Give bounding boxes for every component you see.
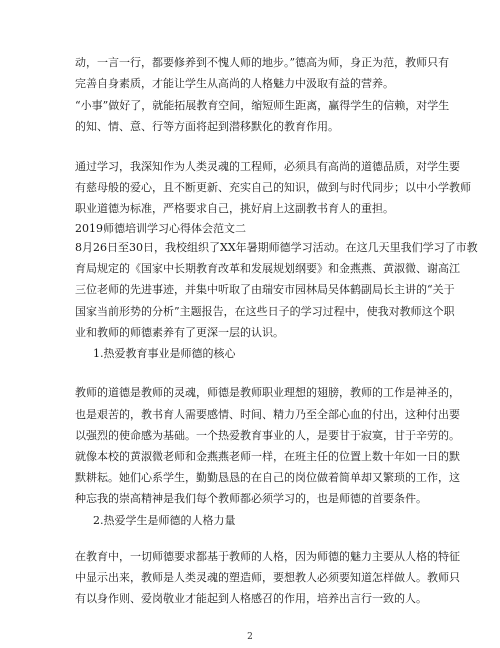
text-line: 的知、情、意、行等方面将起到潜移默化的教育作用。 [75,120,339,133]
text-line: 中显示出来，教师是人类灵魂的塑造师，要想教人必须要知道怎样做人。教师只 [75,571,460,584]
page-number: 2 [247,632,253,642]
text-line: 国家当前形势的分析”主题报告，在这些日子的学习过程中，使我对教师这个职 [75,305,455,318]
text-line: 通过学习，我深知作为人类灵魂的工程师，必须具有高尚的道德品质，对学生要 [75,160,460,173]
text-line: 就像本校的黄淑微老师和金燕燕老师一样，在班主任的位置上数十年如一日的默 [75,450,460,463]
text-line: 完善自身素质，才能让学生从高尚的人格魅力中汲取有益的营养。 [75,77,394,90]
text-line: “小事”做好了，就能拓展教育空间，缩短师生距离，赢得学生的信赖，对学生 [75,99,450,112]
subsection-heading: 2.热爱学生是师德的人格力量 [93,514,236,527]
text-line: 种忘我的崇高精神是我们每个教师都必须学习的，也是师德的首要条件。 [75,492,427,505]
text-line: 教师的道德是教师的灵魂，师德是教师职业理想的翅膀，教师的工作是神圣的， [75,386,460,399]
text-line: 育局规定的《国家中长期教育改革和发展规划纲要》和金燕燕、黄淑微、谢高江 [75,262,460,275]
text-line: 三位老师的先进事迹，并集中听取了由瑞安市园林局吴体鹤副局长主讲的“关于 [75,283,455,296]
text-line: 职业道德为标准，严格要求自己，挑好肩上这副教书育人的重担。 [75,202,394,215]
text-line: 有以身作则、爱岗敬业才能起到人格感召的作用，培养出言行一致的人。 [75,592,427,605]
section-heading: 2019师德培训学习心得体会范文二 [75,222,246,235]
subsection-heading: 1.热爱教育事业是师德的核心 [93,347,236,360]
text-line: 也是艰苦的，教书育人需要感情、时间、精力乃至全部心血的付出，这种付出要 [75,408,460,421]
text-line: 8月26日至30日，我校组织了XX年暑期师德学习活动。在这几天里我们学习了市教 [75,241,478,254]
text-line: 业和教师的师德素养有了更深一层的认识。 [75,326,284,339]
text-line: 默耕耘。她们心系学生，勤勤恳恳的在自己的岗位做着简单却又繁琐的工作，这 [75,471,460,484]
text-line: 动，一言一行，都要修养到不愧人师的地步。”德高为师，身正为范，教师只有 [75,56,450,69]
text-line: 在教育中，一切师德要求都基于教师的人格，因为师德的魅力主要从人格的特征 [75,550,460,563]
text-line: 以强烈的使命感为基础。一个热爱教育事业的人，是要甘于寂寞，甘于辛劳的。 [75,429,460,442]
text-line: 有慈母般的爱心，且不断更新、充实自己的知识，做到与时代同步；以中小学教师 [75,181,471,194]
